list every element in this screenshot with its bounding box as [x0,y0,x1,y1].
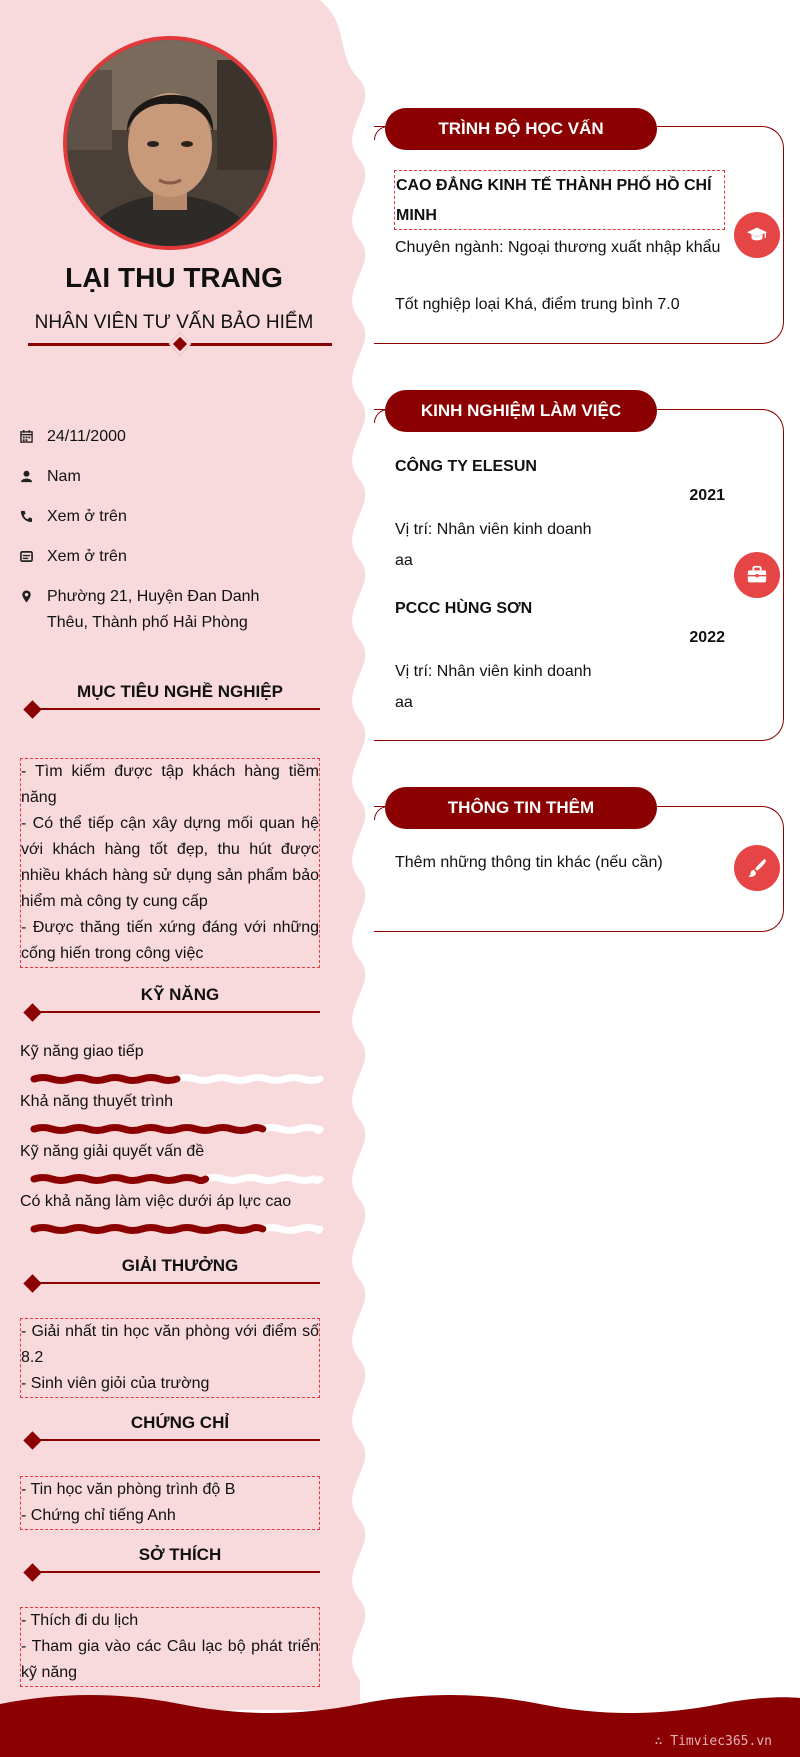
skill-bar-fill [34,1228,263,1231]
diamond-icon [23,1431,41,1449]
gender-value: Nam [47,468,81,485]
section-objective-title: MỤC TIÊU NGHỀ NGHIỆP [77,682,283,701]
skill-bar-fill [34,1178,206,1181]
objective-line: - Được thăng tiến xứng đáng với những cống hiến trong công việc [21,919,319,962]
skill-bar-fill [34,1078,177,1081]
envelope-icon [20,544,47,563]
graduation-cap-icon [734,212,780,258]
contact-address [20,584,320,636]
award-line: - Giải nhất tin học văn phòng với điểm số 8.2 [21,1323,319,1366]
candidate-name: LẠI THU TRANG [65,262,283,293]
candidate-role: NHÂN VIÊN TƯ VẤN BẢO HIỂM [34,312,314,333]
birthday-value: 24/11/2000 [47,428,126,445]
skill-bar [34,1122,320,1136]
job-position: Vị trí: Nhân viên kinh doanh [395,663,592,680]
diamond-icon [23,700,41,718]
calendar-icon [20,424,47,443]
hobbies-box [20,1607,320,1687]
skill-bar [34,1172,320,1186]
job-description: aa [395,552,413,569]
diamond-icon [23,1563,41,1581]
skill-bar-fill [34,1128,263,1131]
email-value: Xem ở trên [47,548,127,565]
hobby-line: - Thích đi du lịch [21,1612,139,1629]
skill-bar-track [263,1128,320,1131]
section-skills-title: KỸ NĂNG [140,985,220,1004]
paintbrush-icon [734,845,780,891]
contact-phone [20,504,320,530]
experience-title-badge: KINH NGHIỆM LÀM VIỆC [385,390,657,432]
diamond-icon [23,1274,41,1292]
objective-line: - Tìm kiếm được tập khách hàng tiềm năng [21,763,319,806]
extra-info-title-badge: THÔNG TIN THÊM [385,787,657,829]
job-year: 2021 [689,487,725,504]
section-awards-heading [20,1256,320,1286]
section-awards-title: GIẢI THƯỞNG [121,1256,239,1275]
school-name: CAO ĐẲNG KINH TẾ THÀNH PHỐ HỒ CHÍ MINH [394,170,725,230]
contact-gender [20,464,320,490]
award-line: - Sinh viên giỏi của trường [21,1375,210,1392]
contact-email [20,544,320,570]
phone-value: Xem ở trên [47,508,127,525]
section-certificates-title: CHỨNG CHỈ [130,1413,230,1432]
hobby-line: - Tham gia vào các Câu lạc bộ phát triển kỹ năng [21,1638,319,1681]
avatar-photo [67,40,273,246]
job-company: PCCC HÙNG SƠN [395,600,533,617]
job-year: 2022 [689,629,725,646]
skill-bar-track [177,1078,320,1081]
extra-info-text: Thêm những thông tin khác (nếu cần) [395,854,663,871]
job-description: aa [395,694,413,711]
skill-label: Kỹ năng giải quyết vấn đề [20,1143,205,1160]
education-grade: Tốt nghiệp loại Khá, điểm trung bình 7.0 [395,296,680,313]
section-hobbies-title: SỞ THÍCH [138,1545,222,1564]
skill-bar-track [263,1228,320,1231]
skill-label: Có khả năng làm việc dưới áp lực cao [20,1193,292,1210]
map-pin-icon [20,584,47,603]
phone-icon [20,504,47,523]
education-major: Chuyên ngành: Ngoại thương xuất nhập khẩu [395,239,721,256]
user-icon [20,464,47,483]
diamond-icon [23,1003,41,1021]
certificate-line: - Chứng chỉ tiếng Anh [21,1507,176,1524]
certificate-line: - Tin học văn phòng trình độ B [21,1481,236,1498]
skill-label: Khả năng thuyết trình [20,1093,173,1110]
awards-box [20,1318,320,1398]
skill-bar-track [206,1178,320,1181]
briefcase-icon [734,552,780,598]
objective-box [20,758,320,968]
section-hobbies-heading [20,1545,320,1575]
certificates-box [20,1476,320,1530]
name-divider [28,343,332,346]
job-company: CÔNG TY ELESUN [395,458,537,475]
education-title-badge: TRÌNH ĐỘ HỌC VẤN [385,108,657,150]
skill-bar [34,1222,320,1236]
contact-birthday [20,424,320,450]
section-certificates-heading [20,1413,320,1443]
job-position: Vị trí: Nhân viên kinh doanh [395,521,592,538]
objective-line: - Có thể tiếp cận xây dựng mối quan hệ với khách hàng tốt đẹp, thu hút được nhiều khách hàng sử dụng sản phẩm bảo hiểm mà công ty cung cấp [21,815,319,910]
section-objective-heading [20,682,320,712]
avatar [63,36,277,250]
address-value: Phường 21, Huyện Đan Danh Thêu, Thành phố Hải Phòng [47,588,260,631]
brand-watermark: ∴ Timviec365.vn [654,1734,772,1749]
section-skills-heading [20,985,320,1015]
skill-label: Kỹ năng giao tiếp [20,1043,144,1060]
skill-bar [34,1072,320,1086]
left-column [0,0,340,1700]
